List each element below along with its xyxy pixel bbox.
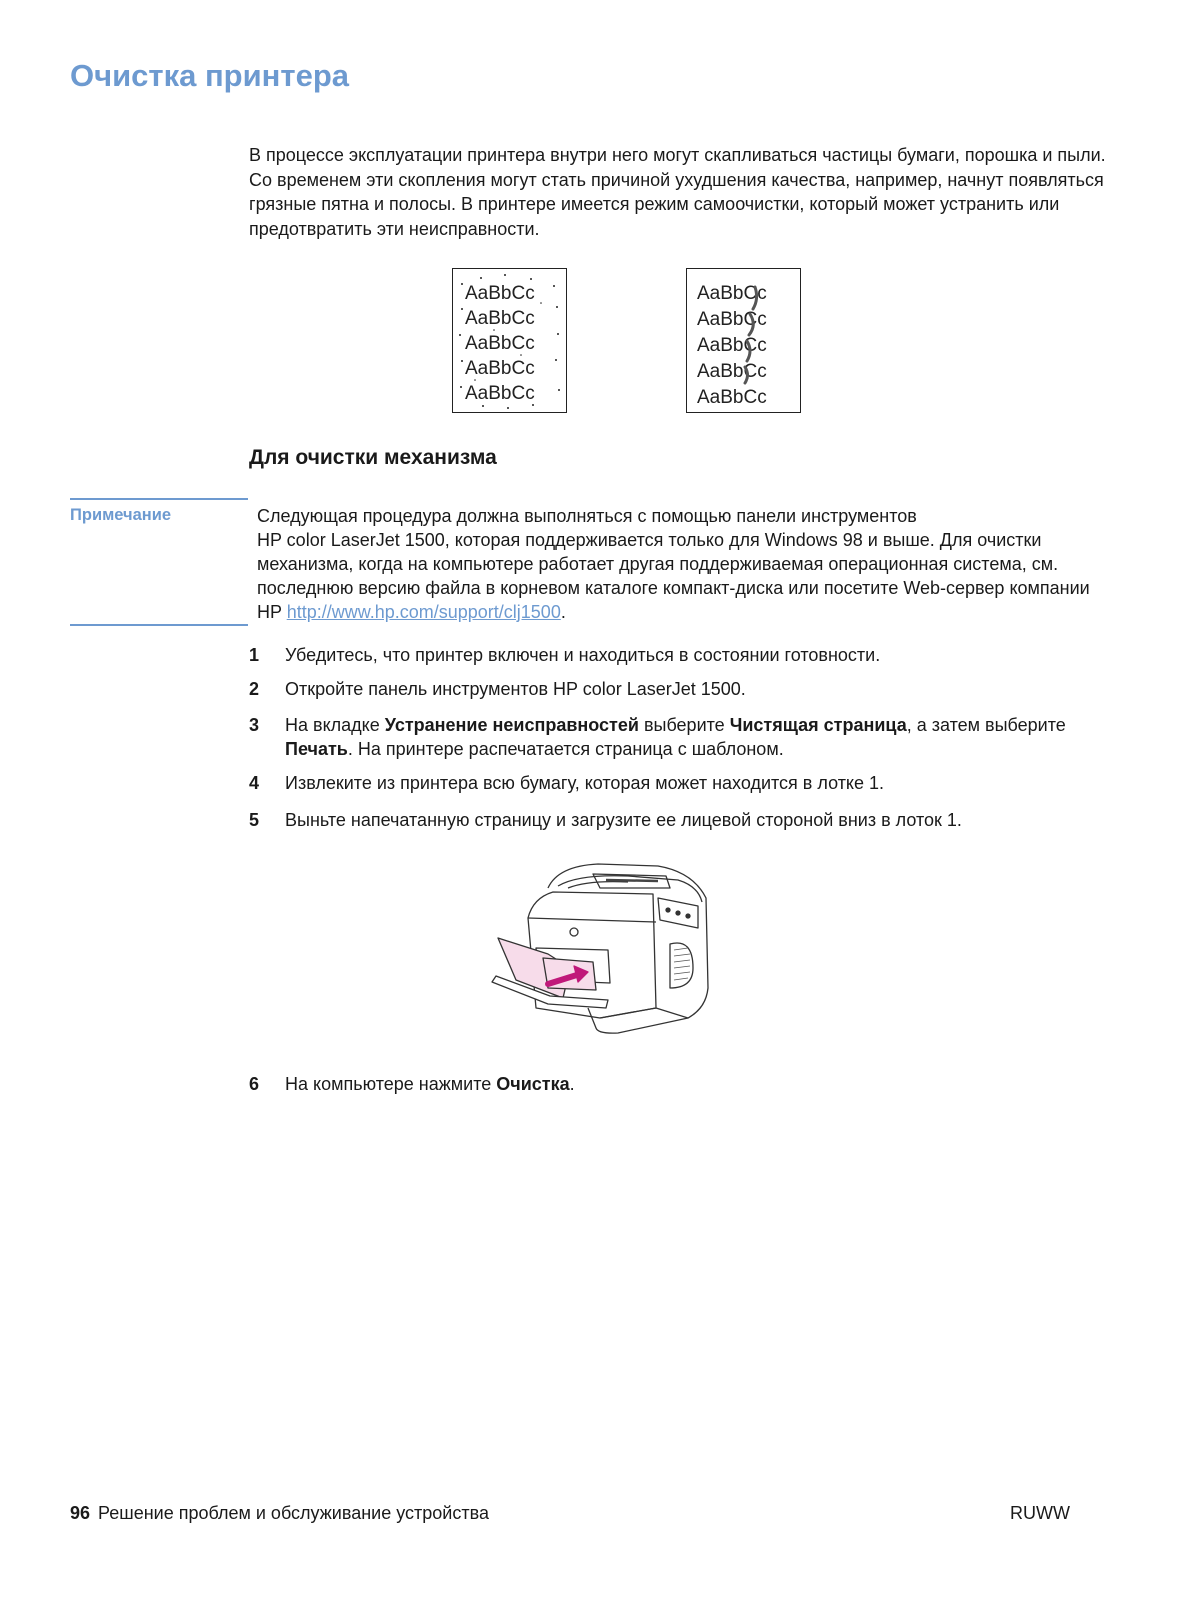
sample-dirty-print [452, 268, 567, 413]
note-end: . [560, 602, 566, 622]
step-number: 6 [249, 1074, 260, 1094]
step-6 [249, 1072, 1105, 1096]
step-number: 2 [249, 679, 260, 699]
step-text: Извлеките из принтера всю бумагу, которая может находится в лотке 1. [285, 773, 885, 793]
section-heading: Для очистки механизма [249, 446, 497, 469]
step-2 [249, 677, 1105, 701]
step-5 [249, 808, 1105, 832]
step-number: 5 [249, 810, 260, 830]
document-code: RUWW [1010, 1503, 1070, 1523]
step-text: На компьютере нажмите Очистка. [285, 1074, 575, 1094]
sample-line: AaBbCc [697, 309, 767, 330]
step-3 [249, 713, 1105, 761]
sample-smudged-print [686, 268, 801, 413]
step-number: 4 [249, 773, 260, 793]
step-text: На вкладке Устранение неисправностей выберите Чистящая страница, а затем выберите Печать. На принтере распечатается страница с шаблоном. [285, 715, 1066, 759]
step-text: Убедитесь, что принтер включен и находиться в состоянии готовности. [285, 645, 881, 665]
step-4 [249, 771, 1105, 795]
print-command: Печать [285, 739, 348, 759]
clean-button-name: Очистка [496, 1074, 570, 1094]
option-name: Чистящая страница [729, 715, 907, 735]
sample-line: AaBbCc [697, 335, 767, 356]
page-number: 96 [70, 1503, 91, 1523]
step-text: Откройте панель инструментов HP color LaserJet 1500. [285, 679, 746, 699]
intro-paragraph: В процессе эксплуатации принтера внутри него могут скапливаться частицы бумаги, порошка и пыли. Со временем эти скопления могут стать причиной ухудшения качества, например, начнут появляться грязные пятна и полосы. В принтере имеется режим самоочистки, который может устранить или предотвратить эти неисправности. [249, 145, 1106, 239]
chapter-title: Решение проблем и обслуживание устройства [98, 1503, 489, 1523]
note-text [257, 504, 1102, 624]
sample-line: AaBbCc [465, 333, 535, 354]
sample-line: AaBbCc [465, 358, 535, 379]
step-number: 1 [249, 645, 260, 665]
note-line: Следующая процедура должна выполняться с помощью панели инструментов [257, 506, 917, 526]
printer-illustration [488, 858, 713, 1043]
step-number: 3 [249, 715, 260, 735]
sample-line: AaBbCc [465, 383, 535, 404]
support-link[interactable]: http://www.hp.com/support/clj1500 [286, 602, 561, 622]
tab-name: Устранение неисправностей [384, 715, 639, 735]
sample-line: AaBbCc [697, 387, 767, 408]
sample-line: AaBbCc [697, 283, 767, 304]
sample-line: AaBbCc [465, 283, 535, 304]
step-text: Выньте напечатанную страницу и загрузите ее лицевой стороной вниз в лоток 1. [285, 810, 962, 830]
page-title: Очистка принтера [70, 58, 349, 93]
sample-line: AaBbCc [697, 361, 767, 382]
step-1 [249, 643, 1105, 667]
note-body [257, 528, 1102, 624]
sample-line: AaBbCc [465, 308, 535, 329]
note-label: Примечание [70, 506, 172, 524]
note-rule-top [70, 498, 248, 500]
page-footer [70, 1503, 489, 1524]
note-line: HP color LaserJet 1500, которая поддерживается только для Windows 98 и выше. Для очистки механизма, когда на компьютере работает другая поддерживаемая операционная система, см. последнюю версию файла в корневом каталоге компакт-диска или посетите Web-сервер компании HP [257, 530, 1090, 622]
note-rule-bottom [70, 624, 248, 626]
